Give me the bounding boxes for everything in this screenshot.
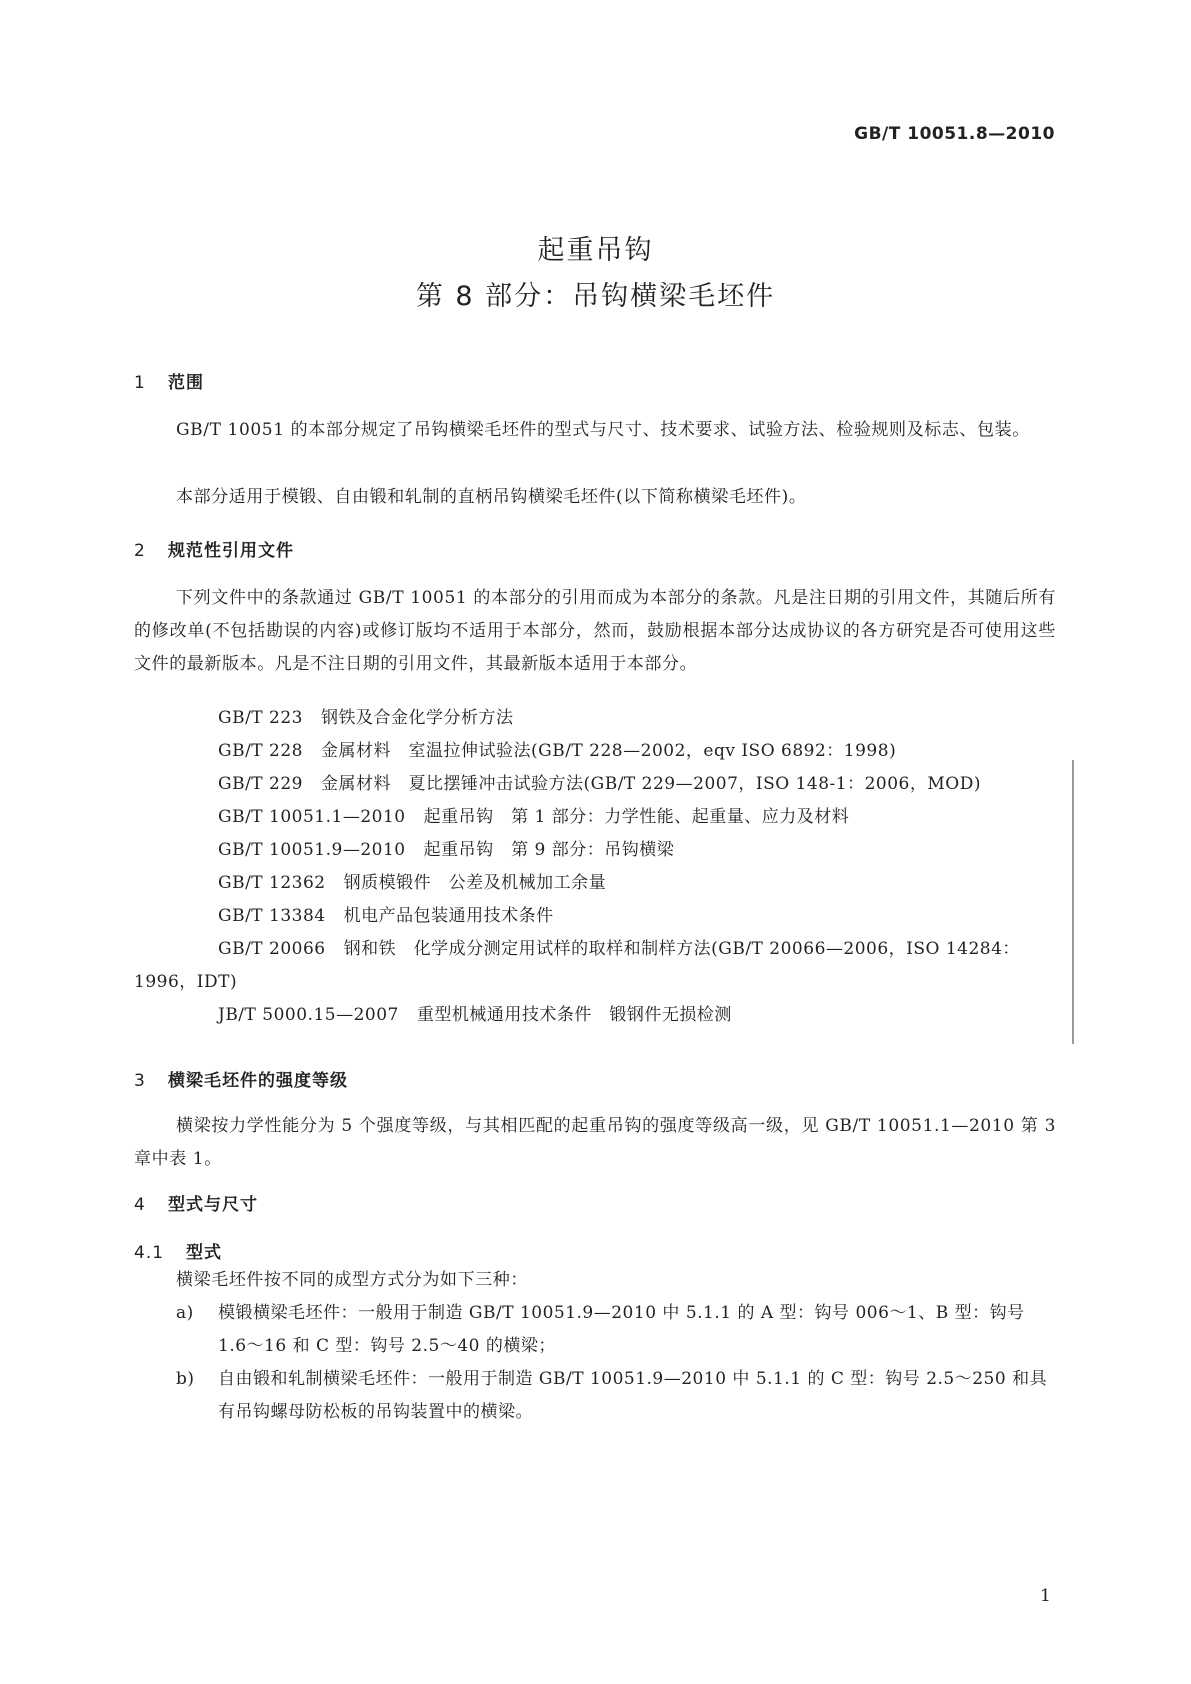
reference-title: 起重吊钩 第 1 部分：力学性能、起重量、应力及材料 (423, 807, 850, 827)
reference-title: 起重吊钩 第 9 部分：吊钩横梁 (423, 840, 675, 860)
standard-code: GB/T 10051.8—2010 (854, 124, 1055, 144)
section-4-1-heading (134, 1238, 222, 1263)
reference-item (134, 801, 1056, 834)
list-item-text: 模锻横梁毛坯件：一般用于制造 GB/T 10051.9—2010 中 5.1.1 的 A 型：钩号 006～1、B 型：钩号 1.6～16 和 C 型：钩号 2.5～40 的横梁； (218, 1303, 1025, 1356)
section-2-paragraph-1: 下列文件中的条款通过 GB/T 10051 的本部分的引用而成为本部分的条款。凡是注日期的引用文件，其随后所有的修改单(不包括勘误的内容)或修订版均不适用于本部分，然而，鼓励根据本部分达成协议的各方研究是否可使用这些文件的最新版本。凡是不注日期的引用文件，其最新版本适用于本部分。 (134, 588, 1056, 674)
section-title: 规范性引用文件 (168, 541, 294, 561)
reference-title: 钢铁及合金化学分析方法 (321, 708, 514, 728)
reference-item (134, 702, 1056, 735)
change-bar (1072, 760, 1074, 1044)
reference-title: 金属材料 夏比摆锤冲击试验方法(GB/T 229—2007，ISO 148-1：2006，MOD) (321, 774, 981, 794)
section-number: 2 (134, 541, 146, 561)
list-marker: a) (176, 1303, 194, 1323)
reference-item (134, 933, 1056, 966)
document-title (0, 228, 1191, 320)
section-title: 型式与尺寸 (168, 1195, 258, 1215)
reference-item (134, 867, 1056, 900)
reference-code: GB/T 10051.9—2010 (218, 840, 406, 860)
reference-code: GB/T 10051.1—2010 (218, 807, 406, 827)
reference-code: GB/T 228 (218, 741, 303, 761)
section-1-paragraph-1: GB/T 10051 的本部分规定了吊钩横梁毛坯件的型式与尺寸、技术要求、试验方法、检验规则及标志、包装。 (176, 420, 1030, 440)
reference-code: JB/T 5000.15—2007 (218, 1005, 399, 1025)
reference-item (134, 999, 1056, 1032)
title-sub: 第 8 部分：吊钩横梁毛坯件 (415, 281, 776, 312)
section-1-paragraph-2: 本部分适用于模锻、自由锻和轧制的直柄吊钩横梁毛坯件(以下简称横梁毛坯件)。 (176, 487, 807, 507)
reference-item (134, 768, 1056, 801)
section-number: 3 (134, 1071, 146, 1091)
section-number: 4.1 (134, 1243, 165, 1263)
reference-title: 钢质模锻件 公差及机械加工余量 (343, 873, 607, 893)
list-item-text: 自由锻和轧制横梁毛坯件：一般用于制造 GB/T 10051.9—2010 中 5.1.1 的 C 型：钩号 2.5～250 和具有吊钩螺母防松板的吊钩装置中的横梁。 (218, 1369, 1048, 1422)
section-title: 横梁毛坯件的强度等级 (168, 1071, 348, 1091)
reference-title: 重型机械通用技术条件 锻钢件无损检测 (416, 1005, 732, 1025)
reference-code: GB/T 13384 (218, 906, 326, 926)
section-4-1-paragraph-1: 横梁毛坯件按不同的成型方式分为如下三种： (176, 1270, 528, 1290)
reference-code: GB/T 223 (218, 708, 303, 728)
page-number: 1 (1040, 1586, 1051, 1606)
reference-title: 金属材料 室温拉伸试验法(GB/T 228—2002，eqv ISO 6892：1998) (321, 741, 897, 761)
reference-item (134, 735, 1056, 768)
list-item (134, 1363, 1056, 1429)
list-marker: b) (176, 1369, 195, 1389)
list-item (134, 1297, 1056, 1363)
reference-code: GB/T 12362 (218, 873, 326, 893)
section-3-heading (134, 1066, 348, 1091)
section-number: 4 (134, 1195, 146, 1215)
reference-item (134, 900, 1056, 933)
title-main: 起重吊钩 (537, 235, 654, 266)
section-title: 范围 (168, 373, 204, 393)
section-1-heading (134, 368, 204, 393)
normative-references-list (134, 702, 1056, 1032)
section-4-heading (134, 1190, 258, 1215)
reference-title: 机电产品包装通用技术条件 (343, 906, 554, 926)
reference-code: GB/T 20066 (218, 939, 326, 959)
forming-type-list (134, 1297, 1056, 1429)
reference-item (134, 834, 1056, 867)
reference-item-continuation: 1996，IDT) (134, 972, 238, 992)
section-2-heading (134, 536, 294, 561)
section-3-paragraph-1: 横梁按力学性能分为 5 个强度等级，与其相匹配的起重吊钩的强度等级高一级，见 GB/T 10051.1—2010 第 3 章中表 1。 (134, 1116, 1056, 1169)
section-number: 1 (134, 373, 146, 393)
reference-code: GB/T 229 (218, 774, 303, 794)
reference-title: 钢和铁 化学成分测定用试样的取样和制样方法(GB/T 20066—2006，ISO 14284： (343, 939, 1020, 959)
section-title: 型式 (186, 1243, 222, 1263)
